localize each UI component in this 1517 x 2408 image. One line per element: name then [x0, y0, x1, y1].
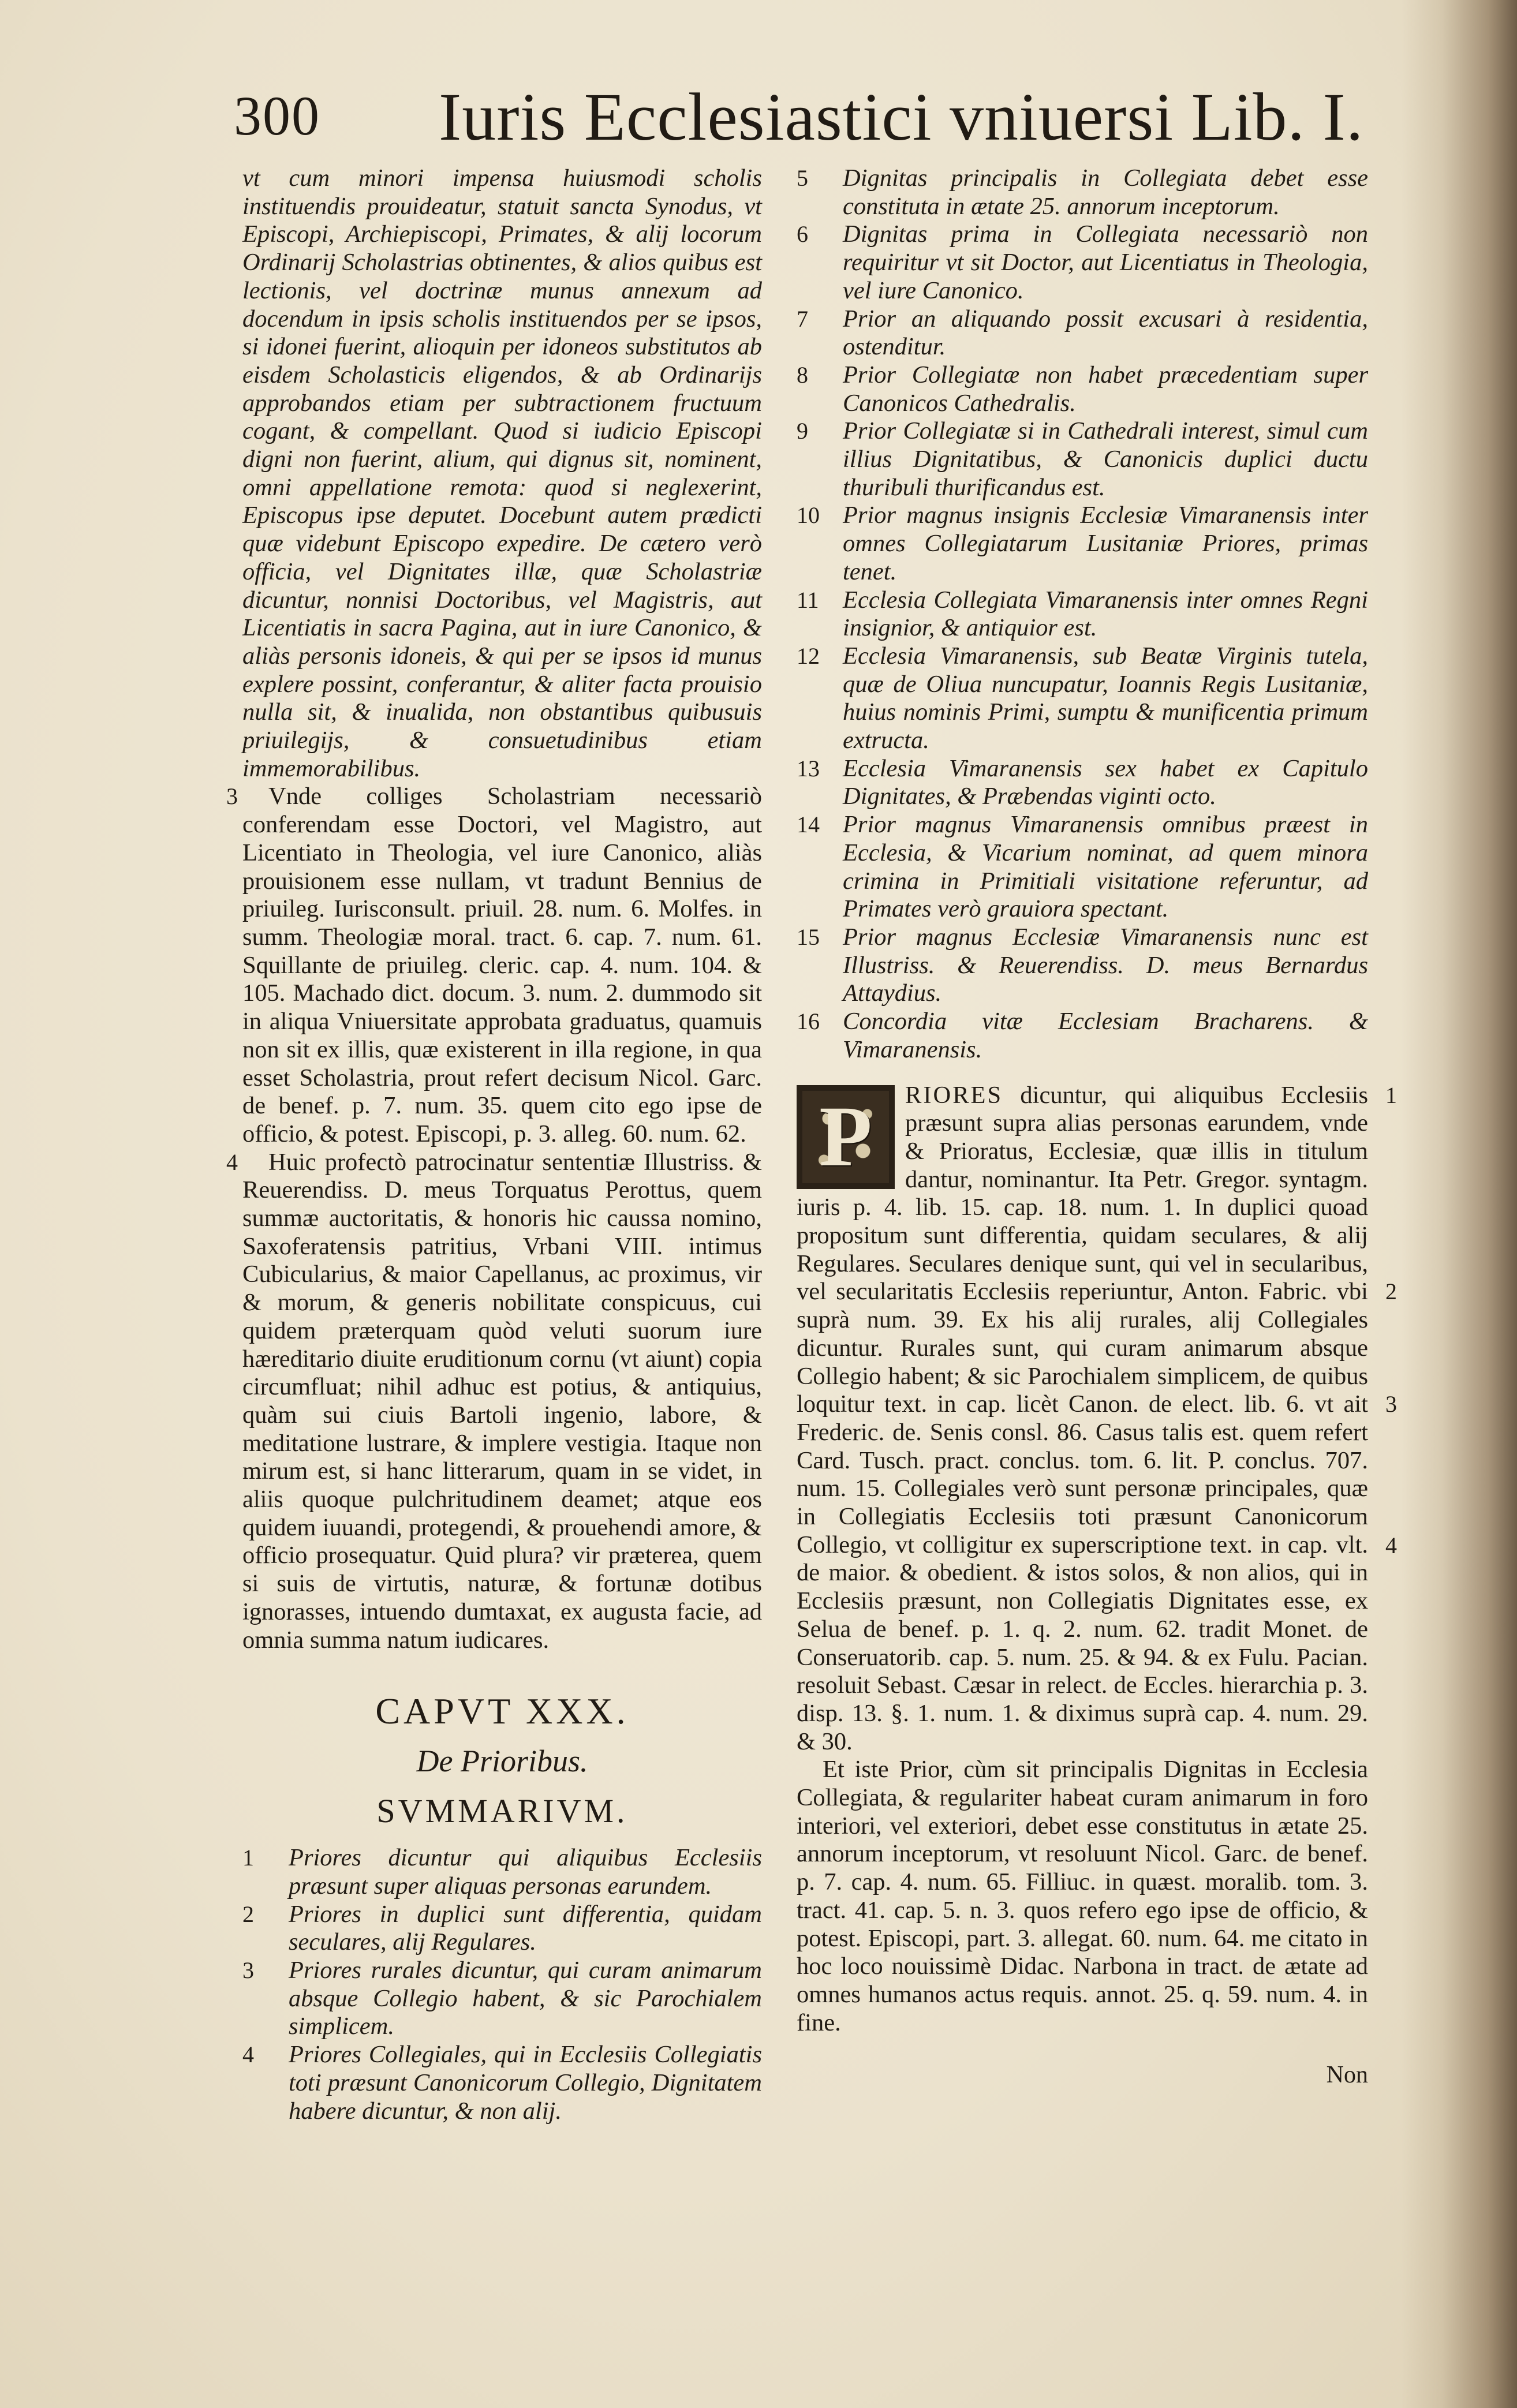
summary-number: 16 [797, 1008, 820, 1035]
right-column [797, 164, 1397, 2113]
summary-text: Priores in duplici sunt differentia, quidam seculares, alij Regulares. [289, 1900, 762, 1956]
summary-number: 9 [797, 418, 808, 444]
summary-number: 2 [242, 1901, 254, 1927]
summary-item [797, 586, 1368, 642]
summary-text: Dignitas principalis in Collegiata debet esse constituta in ætate 25. annorum inceptorum. [843, 164, 1368, 220]
left-paragraph-2: Vnde colliges Scholastriam necessariò conferendam esse Doctori, vel Magistro, aut Licentiato in Theologia, vel iure Canonico, aliàs prouisionem esse nullam, vt tradunt Bennius de priuileg. Iurisconsult. priuil. 28. num. 6. Molfes. in summ. Theologiæ moral. tract. 6. cap. 7. num. 61. Squillante de priuileg. cleric. cap. 4. num. 104. & 105. Machado dict. docum. 3. num. 2. dummodo sit in aliqua Vniuersitate approbata graduatus, quamuis non sit ex illis, quæ existerent in illa regione, in qua esset Scholastria, prout refert decisum Nicol. Garc. de benef. p. 7. num. 35. quem cito ego ipse de officio, & potest. Episcopi, p. 3. alleg. 60. num. 62. [242, 783, 762, 1147]
summary-number: 12 [797, 642, 820, 669]
summary-item [797, 1008, 1368, 1064]
opening-word: RIORES [905, 1081, 1003, 1109]
summary-number: 8 [797, 361, 808, 388]
summary-text: Priores Collegiales, qui in Ecclesiis Collegiatis toti præsunt Canonicorum Collegio, Dignitatem habere dicuntur, & non alij. [289, 2041, 762, 2125]
summary-item [797, 811, 1368, 923]
summary-number: 1 [242, 1845, 254, 1871]
summary-number: 10 [797, 502, 820, 529]
summary-text: Ecclesia Vimaranensis sex habet ex Capitulo Dignitates, & Præbendas viginti octo. [843, 754, 1368, 810]
chapter-subtitle: De Prioribus. [416, 1744, 588, 1779]
summary-text: Prior magnus Vimaranensis omnibus præest in Ecclesia, & Vicarium nominat, ad quem minora crimina in Primitiali visitatione referuntur, ad Primates verò grauiora spectant. [843, 811, 1368, 923]
summary-number: 15 [797, 923, 820, 950]
summary-text: Prior magnus Ecclesiæ Vimaranensis nunc est Illustriss. & Reuerendiss. D. meus Bernardus Attaydius. [843, 923, 1368, 1007]
summary-item [797, 755, 1368, 811]
margin-number: 4 [226, 1149, 238, 1175]
summary-text: Concordia vitæ Ecclesiam Bracharens. & Vimaranensis. [843, 1008, 1368, 1063]
summary-number: 5 [797, 165, 808, 191]
left-column [226, 164, 762, 2125]
summary-item [797, 417, 1368, 502]
summary-text: Prior Collegiatæ non habet præcedentiam super Canonicos Cathedralis. [843, 361, 1368, 417]
margin-number: 1 [1385, 1082, 1397, 1108]
summary-item [797, 220, 1368, 305]
summary-item [242, 2041, 762, 2125]
summary-number: 11 [797, 586, 819, 613]
summary-item [797, 502, 1368, 586]
book-spine-shadow [1402, 0, 1517, 2408]
left-paragraph-2-wrap [226, 783, 762, 1148]
margin-number: 3 [1385, 1390, 1397, 1417]
left-paragraph-3: Huic profectò patrocinatur sententiæ Illustriss. & Reuerendiss. D. meus Torquatus Perottus, quem summæ auctoritatis, & honoris hic caussa nomino, Saxoferatensis patritius, Vrbani VIII. intimus Cubicularius, & maior Capellanus, ac proximus, vir & morum, & generis nobilitate conspicuus, cui quidem præterquam quòd veluti suorum iure hæreditario diuite eruditionum cornu (vt aiunt) copia circumfluat; nihil adhuc est potius, & antiquius, quàm sui ciuis Bartoli ingenio, labore, & meditatione lustrare, & implere vestigia. Itaque non mirum est, si hanc litterarum, quam in se videt, in aliis quoque pulchritudinem deamet; atque eos quidem iuuandi, protegendi, & prouehendi amore, & officio prosequatur. Quid plura? vir præterea, quem si suis de virtutis, naturæ, & fortunæ dotibus ignorasses, intuendo dumtaxat, ex augusta facie, ad omnia summa natum iudicares. [242, 1148, 762, 1654]
summary-text: Prior magnus insignis Ecclesiæ Vimaranensis inter omnes Collegiatarum Lusitaniæ Priores, primas tenet. [843, 502, 1368, 585]
margin-number: 3 [226, 783, 238, 810]
margin-number: 4 [1385, 1532, 1397, 1558]
summary-item [242, 1844, 762, 1900]
summary-number: 13 [797, 755, 820, 782]
summary-number: 14 [797, 812, 820, 838]
summary-item [242, 1957, 762, 2041]
summary-text: Priores dicuntur qui aliquibus Ecclesiis præsunt super aliquas personas earundem. [289, 1844, 762, 1900]
summary-text: Dignitas prima in Collegiata necessariò non requiritur vt sit Doctor, aut Licentiatus in Theologia, vel iure Canonico. [843, 220, 1368, 304]
running-title: Iuris Ecclesiastici vniuersi Lib. I. [439, 79, 1364, 155]
left-paragraph-3-wrap [226, 1148, 762, 1655]
right-paragraph-1 [797, 1082, 1368, 1756]
summary-text: Priores rurales dicuntur, qui curam animarum absque Collegio habent, & sic Parochialem simplicem. [289, 1957, 762, 2040]
summary-number: 7 [797, 305, 808, 332]
page-header [234, 78, 1417, 159]
right-paragraph-2: Et iste Prior, cùm sit principalis Dignitas in Ecclesia Collegiata, & regulariter habeat curam animarum in foro interiori, vel exteriori, debet esse constitutus in ætate 25. annorum inceptorum, vt resoluunt Nicol. Garc. de benef. p. 7. cap. 4. num. 65. Filliuc. in quæst. moralib. tom. 3. tract. 41. cap. 5. n. 3. quos refero ego ipse de officio, & potest. Episcopi, part. 3. allegat. 60. num. 64. me citato in hoc loco nouissimè Didac. Narbona in tract. de ætate ad omnes humanos actus requis. annot. 25. q. 59. num. 4. in fine. [797, 1756, 1368, 2036]
summary-number: 3 [242, 1957, 254, 1984]
summary-item [797, 361, 1368, 417]
summary-text: Ecclesia Collegiata Vimaranensis inter omnes Regni insignior, & antiquior est. [843, 586, 1368, 642]
catchword: Non [1326, 2062, 1368, 2089]
summary-text: Ecclesia Vimaranensis, sub Beatæ Virginis tutela, quæ de Oliua nuncupatur, Ioannis Regis Lusitaniæ, huius nominis Primi, sumptu & munificentia primum extructa. [843, 642, 1368, 754]
summary-heading: SVMMARIVM. [376, 1792, 628, 1830]
summary-text: Prior an aliquando possit excusari à residentia, ostenditur. [843, 305, 1368, 361]
decorated-initial [797, 1085, 895, 1189]
summary-item [797, 305, 1368, 361]
summary-text: Prior Collegiatæ si in Cathedrali interest, simul cum illius Dignitatibus, & Canonicis duplici ductu thuribuli thurificandus est. [843, 417, 1368, 501]
spacer [242, 1654, 762, 1690]
margin-number: 2 [1385, 1278, 1397, 1304]
chapter-heading: CAPVT XXX. [375, 1691, 629, 1732]
summary-item [797, 164, 1368, 220]
summary-item [797, 642, 1368, 755]
summary-item [242, 1901, 762, 1957]
summary-number: 4 [242, 2041, 254, 2068]
summary-item [797, 923, 1368, 1008]
initial-letter: P [819, 1089, 872, 1185]
left-paragraph-1: vt cum minori impensa huiusmodi scholis instituendis prouideatur, statuit sancta Synodus, vt Episcopi, Archiepiscopi, Primates, & alij locorum Ordinarij Scholastrias obtinentes, & alios quibus est lectionis, vel doctrinæ munus annexum ad docendum in ipsis scholis instituendos per se ipsos, si idonei fuerint, alioquin per idoneos substitutos ab eisdem Scholasticis eligendos, & ab Ordinarijs approbandos etiam per subtractionem fructuum cogant, & compellant. Quod si iudicio Episcopi digni non fuerint, alium, qui dignus sit, nominent, omni appellatione remota: quod si neglexerint, Episcopus ipse deputet. Docebunt autem prædicti quæ videbunt Episcopo expedire. De cætero verò officia, vel Dignitates illæ, quæ Scholastriæ dicuntur, nonnisi Doctoribus, vel Magistris, aut Licentiatis in sacra Pagina, aut in iure Canonico, & aliàs personis idoneis, & qui per se ipsos id munus explere possint, conferantur, & aliter facta prouisio nulla sit, & inualida, non obstantibus quibusuis priuilegijs, & consuetudinibus etiam immemorabilibus. [242, 164, 762, 782]
summary-number: 6 [797, 221, 808, 248]
page-number: 300 [234, 85, 320, 147]
right-main-text [797, 1081, 1397, 2089]
paragraph-text: dicuntur, qui aliquibus Ecclesiis præsunt supra alias personas earundem, vnde & Prioratus, Ecclesiæ, quæ illis in titulum dantur, nominantur. Ita Petr. Gregor. syntagm. iuris p. 4. lib. 15. cap. 18. num. 1. In duplici quoad propositum sunt differentia, quidam seculares, & alij Regulares. Seculares denique sunt, qui vel in secularibus, vel secularitatis Ecclesiis reperiuntur, Anton. Fabric. vbi suprà num. 39. Ex his alij rurales, alij Collegiales dicuntur. Rurales sunt, qui curam animarum absque Collegio habent; & sic Parochialem simplicem, de quibus loquitur text. in cap. licèt Canon. de elect. lib. 6. vt ait Frederic. de. Senis consl. 86. Casus talis est. quem refert Card. Tusch. pract. conclus. tom. 6. lit. P. conclus. 707. num. 15. Collegiales verò sunt personæ principales, quæ in Collegiatis Ecclesiis toti præsunt Canonicorum Collegio, vt colligitur ex superscriptione text. in cap. vlt. de maior. & obedient. & istos solos, & non alios, qui in Ecclesiis præsunt, non Collegiatis Dignitates esse, ex Selua de benef. p. 1. q. 2. num. 62. tradit Monet. de Conseruatorib. cap. 5. num. 25. & 94. & ex Fulu. Pacian. resoluit Sebast. Cæsar in relect. de Eccles. hierarchia p. 3. disp. 13. §. 1. num. 1. & diximus suprà cap. 4. num. 29. & 30. [797, 1081, 1368, 1755]
